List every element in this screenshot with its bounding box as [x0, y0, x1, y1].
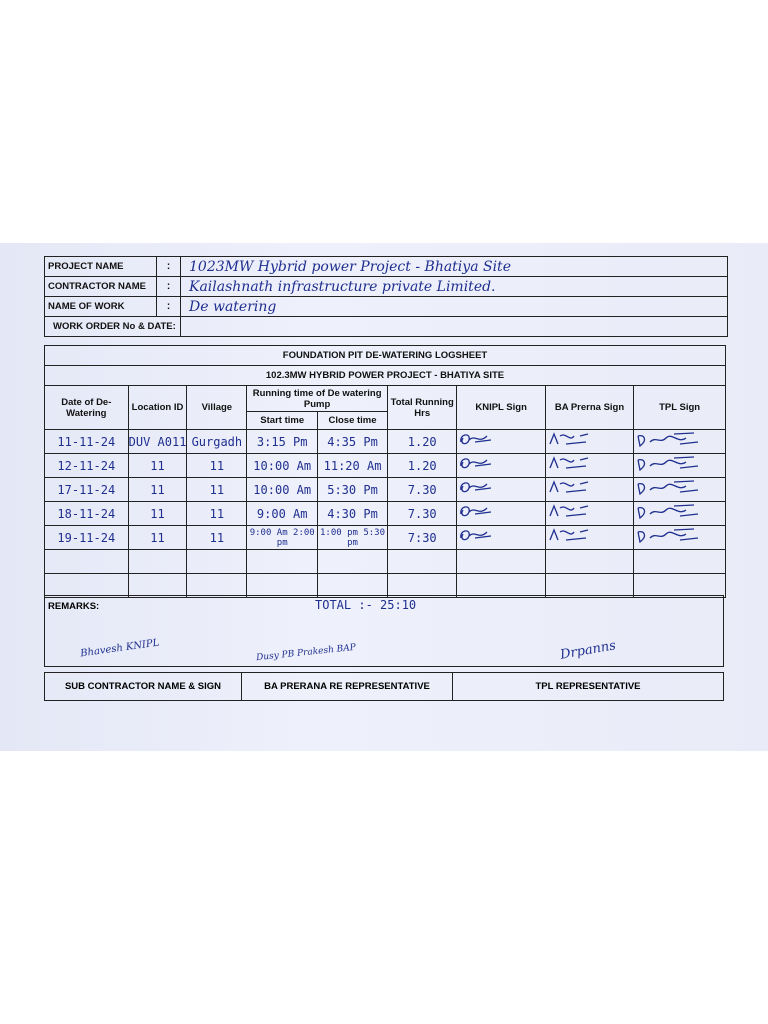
- work-row: [45, 297, 728, 317]
- cell-total: 7.30: [387, 478, 457, 502]
- log-title-row: [45, 346, 726, 366]
- cell-loc: DUV A011: [128, 430, 187, 454]
- cell-village: [187, 550, 247, 574]
- ba-signature-mark: [546, 478, 596, 501]
- tpl-sign-cell: [634, 454, 726, 478]
- project-name-row: [45, 257, 728, 277]
- work-order-label: WORK ORDER No & DATE:: [45, 317, 181, 337]
- colon: :: [157, 277, 181, 297]
- tpl-representative-label: TPL REPRESENTATIVE: [453, 673, 724, 701]
- table-row: [45, 526, 726, 550]
- ba-signature-mark: [546, 454, 596, 477]
- project-name-value: 1023MW Hybrid power Project - Bhatiya Site: [181, 257, 728, 277]
- ba-sign-cell: [545, 502, 633, 526]
- table-row: [45, 430, 726, 454]
- log-title: FOUNDATION PIT DE-WATERING LOGSHEET: [45, 346, 726, 366]
- table-row: [45, 574, 726, 598]
- colon: :: [157, 257, 181, 277]
- col-knipl: KNIPL Sign: [457, 386, 545, 430]
- log-subtitle-row: [45, 366, 726, 386]
- cell-loc: 11: [128, 454, 187, 478]
- tpl-signature: Drpanns: [559, 638, 618, 663]
- tpl-signature-mark: [634, 526, 704, 549]
- knipl-signature: Bhavesh KNIPL: [79, 637, 160, 660]
- knipl-sign-cell: [457, 574, 545, 598]
- cell-village: 11: [187, 502, 247, 526]
- tpl-sign-cell: [634, 502, 726, 526]
- tpl-signature-mark: [634, 430, 704, 453]
- cell-total: [387, 574, 457, 598]
- knipl-signature-mark: [457, 430, 497, 453]
- representatives-table: [44, 672, 724, 701]
- tpl-sign-cell: [634, 550, 726, 574]
- work-order-value: [181, 317, 728, 337]
- cell-date: [45, 574, 129, 598]
- col-ba: BA Prerna Sign: [545, 386, 633, 430]
- colon: :: [157, 297, 181, 317]
- cell-village: 11: [187, 478, 247, 502]
- table-row: [45, 550, 726, 574]
- tpl-signature-mark: [634, 454, 704, 477]
- knipl-sign-cell: [457, 550, 545, 574]
- cell-date: 11-11-24: [45, 430, 129, 454]
- cell-start: 10:00 Am: [247, 478, 318, 502]
- work-order-row: [45, 317, 728, 337]
- ba-sign-cell: [545, 526, 633, 550]
- contractor-value: Kailashnath infrastructure private Limited.: [181, 277, 728, 297]
- ba-signature: Dusy PB Prakesh BAP: [255, 642, 357, 664]
- knipl-sign-cell: [457, 454, 545, 478]
- ba-signature-mark: [546, 526, 596, 549]
- tpl-sign-cell: [634, 478, 726, 502]
- sub-contractor-label: SUB CONTRACTOR NAME & SIGN: [45, 673, 242, 701]
- cell-village: 11: [187, 454, 247, 478]
- ba-sign-cell: [545, 454, 633, 478]
- cell-loc: 11: [128, 502, 187, 526]
- knipl-sign-cell: [457, 478, 545, 502]
- cell-total: 1.20: [387, 430, 457, 454]
- cell-village: Gurgadh: [187, 430, 247, 454]
- tpl-signature-mark: [634, 502, 704, 525]
- tpl-sign-cell: [634, 430, 726, 454]
- cell-date: 18-11-24: [45, 502, 129, 526]
- cell-date: [45, 550, 129, 574]
- contractor-row: [45, 277, 728, 297]
- tpl-sign-cell: [634, 574, 726, 598]
- ba-sign-cell: [545, 574, 633, 598]
- remarks-label: REMARKS:: [48, 601, 100, 612]
- cell-loc: [128, 550, 187, 574]
- log-subtitle: 102.3MW HYBRID POWER PROJECT - BHATIYA SITE: [45, 366, 726, 386]
- column-header-row: [45, 386, 726, 412]
- cell-loc: 11: [128, 526, 187, 550]
- ba-representative-label: BA PRERANA RE REPRESENTATIVE: [242, 673, 453, 701]
- cell-close: 4:35 Pm: [318, 430, 388, 454]
- project-name-label: PROJECT NAME: [45, 257, 157, 277]
- cell-start: [247, 550, 318, 574]
- ba-signature-mark: [546, 430, 596, 453]
- tpl-signature-mark: [634, 478, 704, 501]
- work-label: NAME OF WORK: [45, 297, 157, 317]
- cell-total: 1.20: [387, 454, 457, 478]
- cell-date: 19-11-24: [45, 526, 129, 550]
- cell-village: 11: [187, 526, 247, 550]
- cell-close: 5:30 Pm: [318, 478, 388, 502]
- cell-start: 9:00 Am: [247, 502, 318, 526]
- col-total: Total Running Hrs: [387, 386, 457, 430]
- knipl-sign-cell: [457, 430, 545, 454]
- tpl-sign-cell: [634, 526, 726, 550]
- cell-close: 4:30 Pm: [318, 502, 388, 526]
- col-date: Date of De-Watering: [45, 386, 129, 430]
- knipl-signature-mark: [457, 502, 497, 525]
- knipl-signature-mark: [457, 526, 497, 549]
- work-value: De watering: [181, 297, 728, 317]
- ba-signature-mark: [546, 502, 596, 525]
- knipl-signature-mark: [457, 478, 497, 501]
- cell-date: 17-11-24: [45, 478, 129, 502]
- table-row: [45, 478, 726, 502]
- cell-close: [318, 574, 388, 598]
- ba-sign-cell: [545, 550, 633, 574]
- cell-close: 11:20 Am: [318, 454, 388, 478]
- cell-village: [187, 574, 247, 598]
- col-tpl: TPL Sign: [634, 386, 726, 430]
- cell-start: 3:15 Pm: [247, 430, 318, 454]
- ba-sign-cell: [545, 430, 633, 454]
- knipl-sign-cell: [457, 526, 545, 550]
- cell-start: 9:00 Am 2:00 pm: [247, 526, 318, 550]
- col-running-time: Running time of De watering Pump: [247, 386, 388, 412]
- table-row: [45, 454, 726, 478]
- cell-start: [247, 574, 318, 598]
- cell-close: 1:00 pm 5:30 pm: [318, 526, 388, 550]
- cell-total: 7:30: [387, 526, 457, 550]
- col-start: Start time: [247, 412, 318, 430]
- ba-sign-cell: [545, 478, 633, 502]
- contractor-label: CONTRACTOR NAME: [45, 277, 157, 297]
- cell-loc: [128, 574, 187, 598]
- cell-date: 12-11-24: [45, 454, 129, 478]
- col-close: Close time: [318, 412, 388, 430]
- table-row: [45, 502, 726, 526]
- cell-close: [318, 550, 388, 574]
- total-hours: TOTAL :- 25:10: [315, 598, 417, 612]
- log-table: [44, 345, 726, 598]
- cell-total: 7.30: [387, 502, 457, 526]
- knipl-signature-mark: [457, 454, 497, 477]
- project-info-table: [44, 256, 728, 337]
- cell-start: 10:00 Am: [247, 454, 318, 478]
- logsheet-paper: [0, 243, 768, 751]
- cell-total: [387, 550, 457, 574]
- knipl-sign-cell: [457, 502, 545, 526]
- col-location: Location ID: [128, 386, 187, 430]
- col-village: Village: [187, 386, 247, 430]
- cell-loc: 11: [128, 478, 187, 502]
